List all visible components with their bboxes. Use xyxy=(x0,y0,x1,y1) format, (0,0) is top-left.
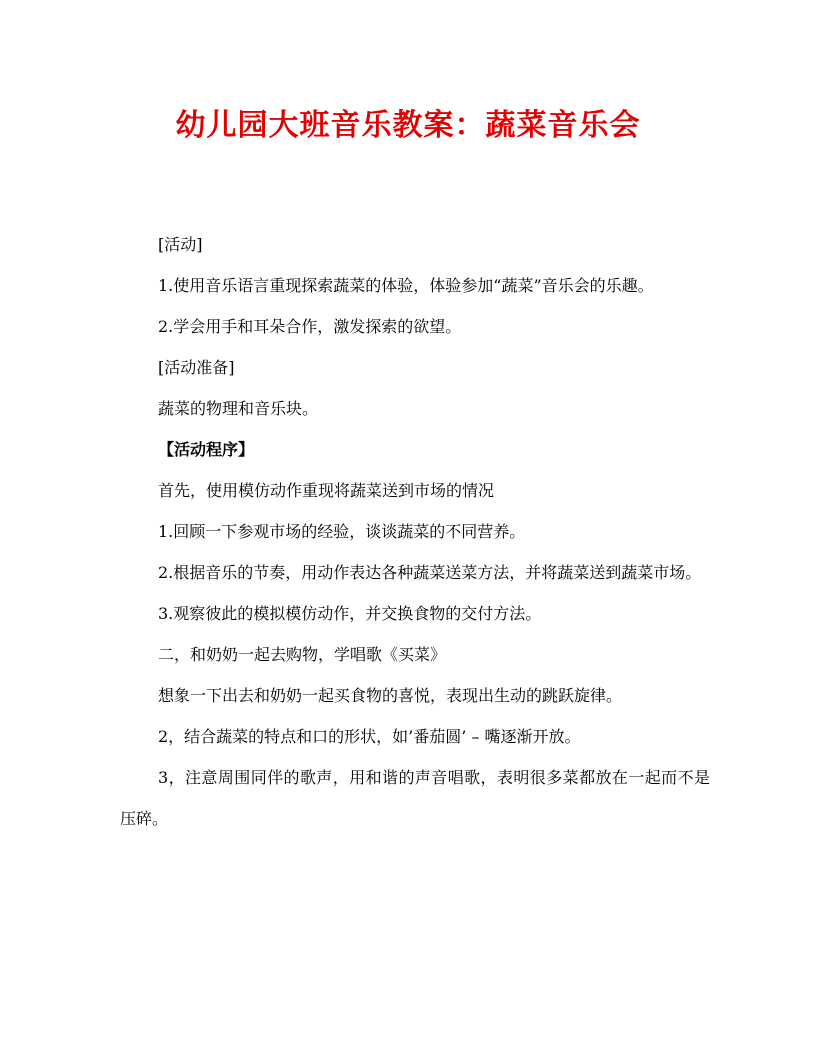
paragraph-heading-activity: [活动] xyxy=(158,235,203,254)
paragraph: 二，和奶奶一起去购物，学唱歌《买菜》 xyxy=(158,645,447,664)
paragraph: 2.根据音乐的节奏，用动作表达各种蔬菜送菜方法，并将蔬菜送到蔬菜市场。 xyxy=(158,563,702,582)
paragraph: 首先，使用模仿动作重现将蔬菜送到市场的情况 xyxy=(158,481,495,500)
document-body xyxy=(120,224,710,839)
paragraph: 3.观察彼此的模拟模仿动作，并交换食物的交付方法。 xyxy=(158,604,542,623)
paragraph: 2，结合蔬菜的特点和口的形状，如’番茄圆’ – 嘴逐渐开放。 xyxy=(158,727,581,746)
paragraph: 想象一下出去和奶奶一起买食物的喜悦，表现出生动的跳跃旋律。 xyxy=(158,686,623,705)
paragraph: 1.回顾一下参观市场的经验，谈谈蔬菜的不同营养。 xyxy=(158,522,526,541)
paragraph: 3，注意周围同伴的歌声，用和谐的声音唱歌，表明很多菜都放在一起而不是压碎。 xyxy=(120,768,710,828)
paragraph: 2.学会用手和耳朵合作，激发探索的欲望。 xyxy=(158,317,462,336)
paragraph-heading-procedure: 【活动程序】 xyxy=(158,440,255,459)
paragraph-heading-preparation: [活动准备] xyxy=(158,358,235,377)
paragraph: 蔬菜的物理和音乐块。 xyxy=(158,399,319,418)
paragraph: 1.使用音乐语言重现探索蔬菜的体验，体验参加“蔬菜”音乐会的乐趣。 xyxy=(158,276,654,295)
document-title: 幼儿园大班音乐教案：蔬菜音乐会 xyxy=(175,108,641,143)
